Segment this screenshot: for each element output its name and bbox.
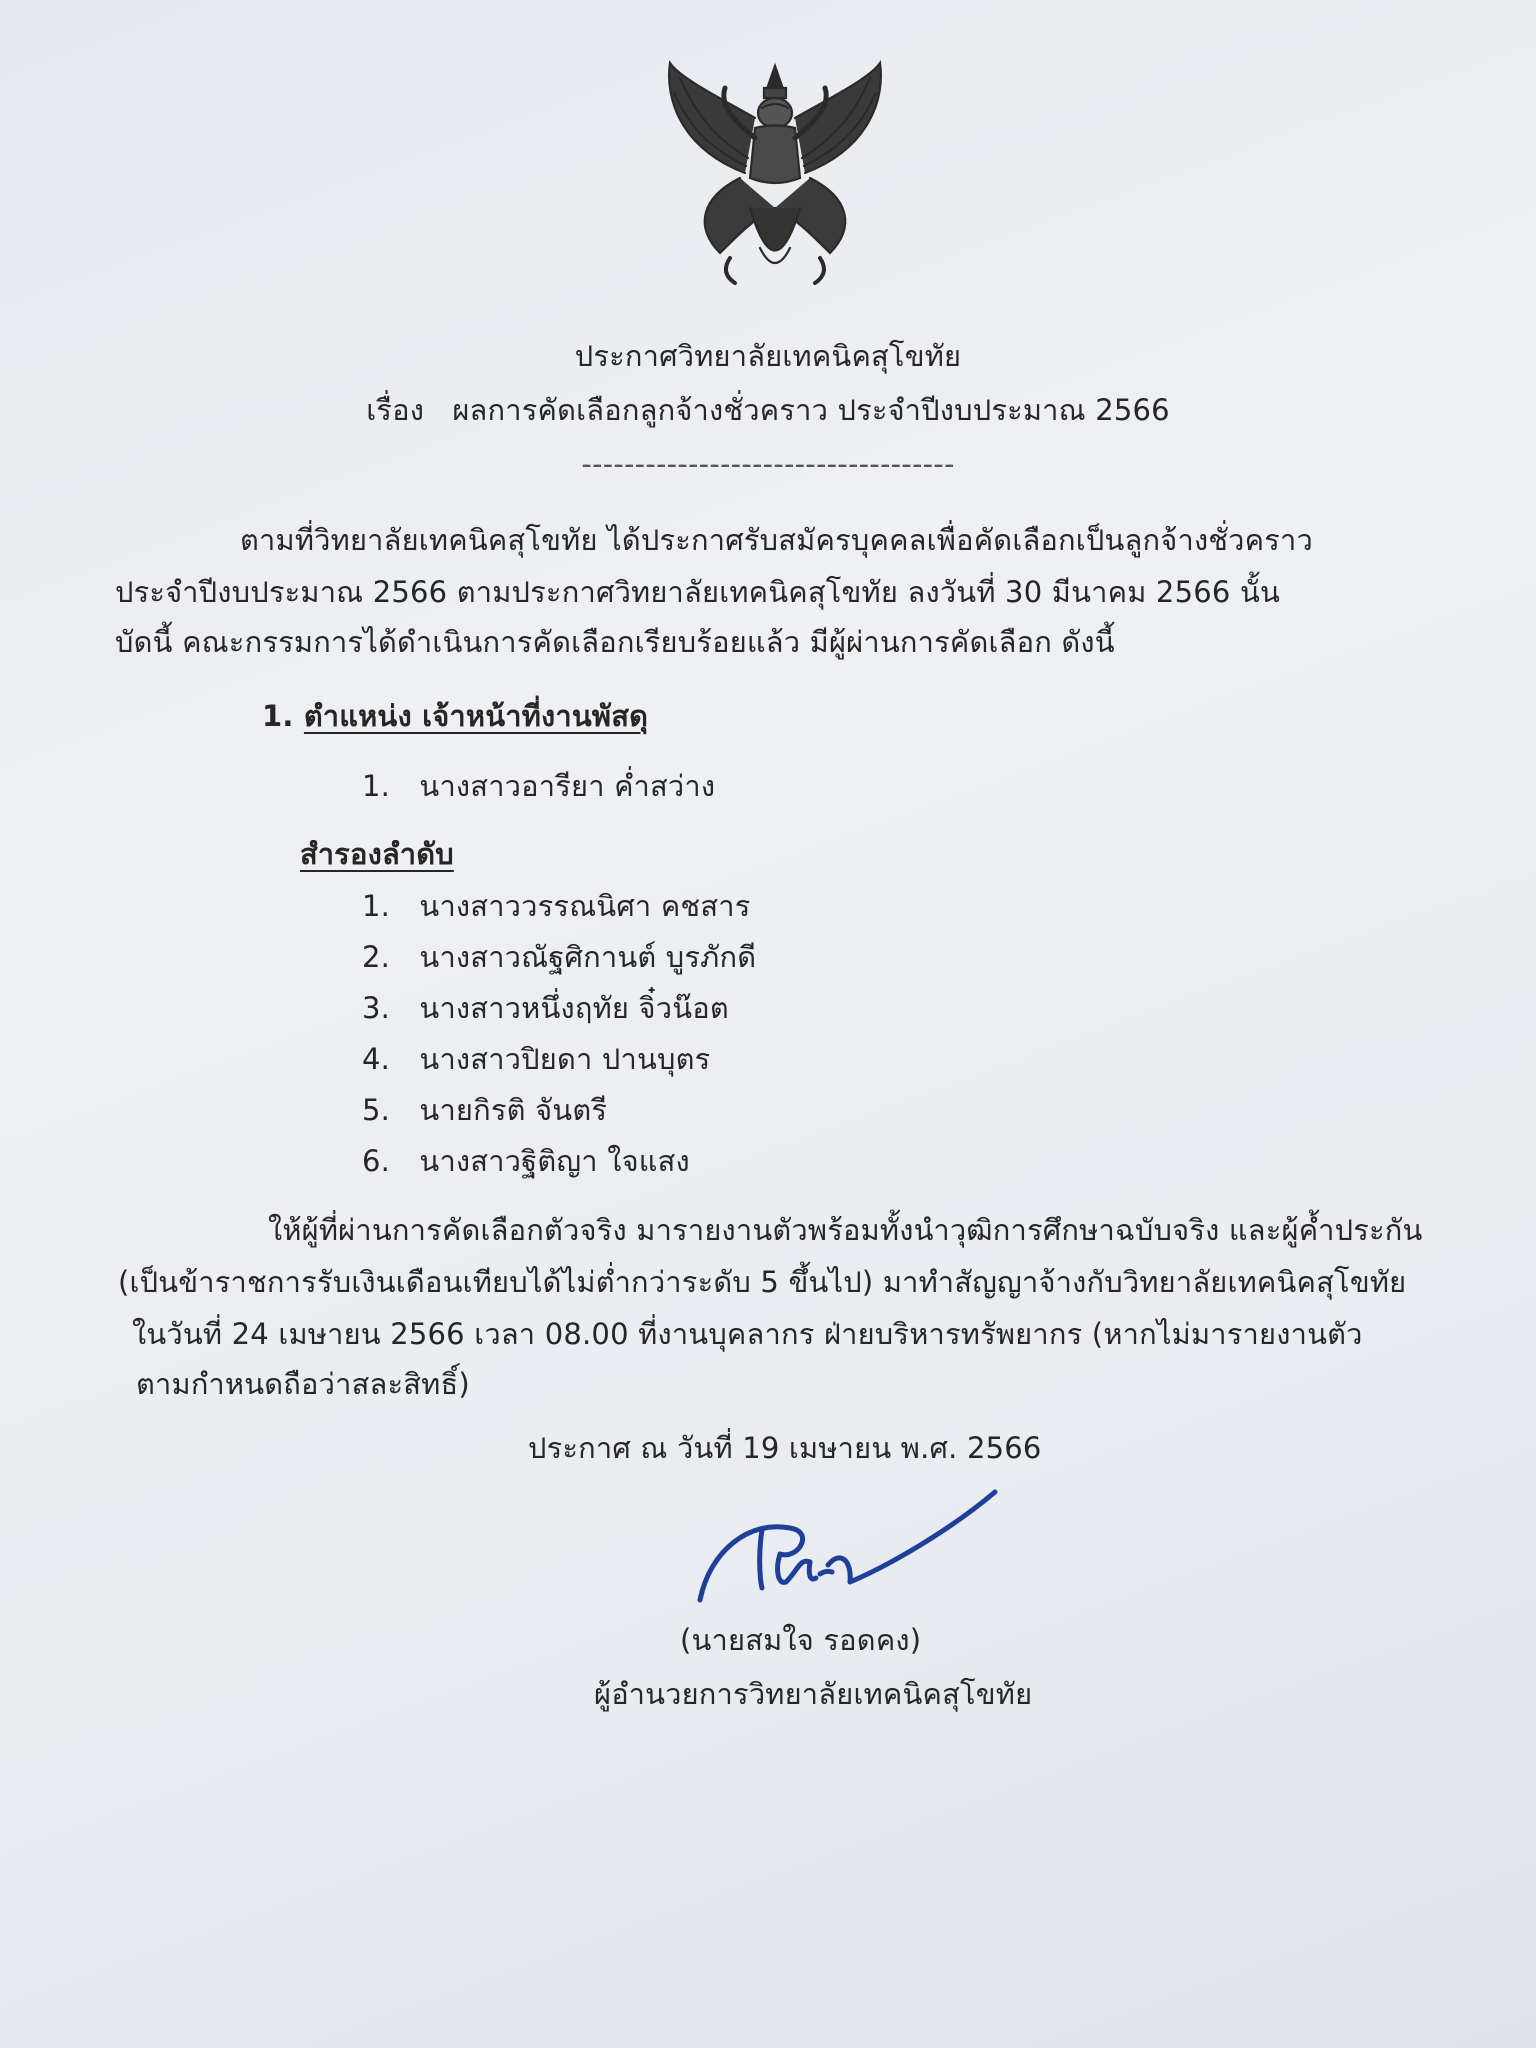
announcement-title: ประกาศวิทยาลัยเทคนิคสุโขทัย bbox=[574, 339, 962, 373]
position-heading bbox=[262, 696, 648, 736]
instruction-line-3: ในวันที่ 24 เมษายน 2566 เวลา 08.00 ที่งานบุคลากร ฝ่ายบริหารทรัพยากร (หากไม่มารายงานตัว bbox=[132, 1317, 1363, 1351]
candidate-name: นางสาวฐิติญา ใจแสง bbox=[419, 1144, 690, 1178]
signatory-name: (นายสมใจ รอดคง) bbox=[680, 1623, 922, 1657]
instruction-line-1: ให้ผู้ที่ผ่านการคัดเลือกตัวจริง มารายงานตัวพร้อมทั้งนำวุฒิการศึกษาฉบับจริง และผู้ค้ำประกัน bbox=[268, 1213, 1423, 1247]
intro-line-2: ประจำปีงบประมาณ 2566 ตามประกาศวิทยาลัยเทคนิคสุโขทัย ลงวันที่ 30 มีนาคม 2566 นั้น bbox=[115, 575, 1281, 609]
garuda-emblem-icon bbox=[660, 58, 890, 293]
list-number: 2. bbox=[362, 940, 391, 974]
title-divider: ----------------------------------- bbox=[581, 447, 955, 481]
reserve-heading: สำรองลำดับ bbox=[300, 837, 454, 871]
list-number: 1. bbox=[362, 769, 391, 803]
signatory-title: ผู้อำนวยการวิทยาลัยเทคนิคสุโขทัย bbox=[594, 1677, 1033, 1711]
candidate-name: นายกิรติ จันตรี bbox=[419, 1093, 608, 1127]
candidate-name: นางสาวณัฐศิกานต์ บูรภักดี bbox=[419, 940, 757, 974]
candidate-name: นางสาวหนึ่งฤทัย จิ๋วน๊อต bbox=[419, 991, 729, 1025]
list-number: 4. bbox=[362, 1042, 391, 1076]
intro-line-3: บัดนี้ คณะกรรมการได้ดำเนินการคัดเลือกเรียบร้อยแล้ว มีผู้ผ่านการคัดเลือก ดังนี้ bbox=[115, 625, 1115, 659]
list-item bbox=[362, 1090, 607, 1130]
list-number: 6. bbox=[362, 1144, 391, 1178]
list-number: 3. bbox=[362, 991, 391, 1025]
intro-line-1: ตามที่วิทยาลัยเทคนิคสุโขทัย ได้ประกาศรับสมัครบุคคลเพื่อคัดเลือกเป็นลูกจ้างชั่วคราว bbox=[240, 523, 1314, 557]
candidate-name: นางสาวปิยดา ปานบุตร bbox=[419, 1042, 711, 1076]
list-item bbox=[362, 1141, 690, 1181]
list-item bbox=[362, 1039, 710, 1079]
subject-label: เรื่อง bbox=[366, 393, 425, 427]
position-title: ตำแหน่ง เจ้าหน้าที่งานพัสดุ bbox=[303, 699, 649, 733]
announce-date: ประกาศ ณ วันที่ 19 เมษายน พ.ศ. 2566 bbox=[528, 1431, 1042, 1465]
list-number: 5. bbox=[362, 1093, 391, 1127]
candidate-name: นางสาววรรณนิศา คชสาร bbox=[419, 889, 751, 923]
list-item bbox=[362, 937, 756, 977]
instruction-line-4: ตามกำหนดถือว่าสละสิทธิ์) bbox=[136, 1367, 470, 1401]
position-number: 1. bbox=[262, 699, 294, 733]
candidate-name: นางสาวอารียา ค่ำสว่าง bbox=[419, 769, 716, 803]
signature-mark bbox=[680, 1470, 1020, 1620]
list-item bbox=[362, 988, 729, 1028]
instruction-line-2: (เป็นข้าราชการรับเงินเดือนเทียบได้ไม่ต่ำกว่าระดับ 5 ขึ้นไป) มาทำสัญญาจ้างกับวิทยาลัยเทคนิคสุโขทัย bbox=[118, 1265, 1407, 1299]
subject-text: ผลการคัดเลือกลูกจ้างชั่วคราว ประจำปีงบประมาณ 2566 bbox=[452, 393, 1170, 427]
list-number: 1. bbox=[362, 889, 391, 923]
selected-candidate bbox=[362, 766, 715, 806]
list-item bbox=[362, 886, 750, 926]
subject-line bbox=[0, 390, 1536, 430]
